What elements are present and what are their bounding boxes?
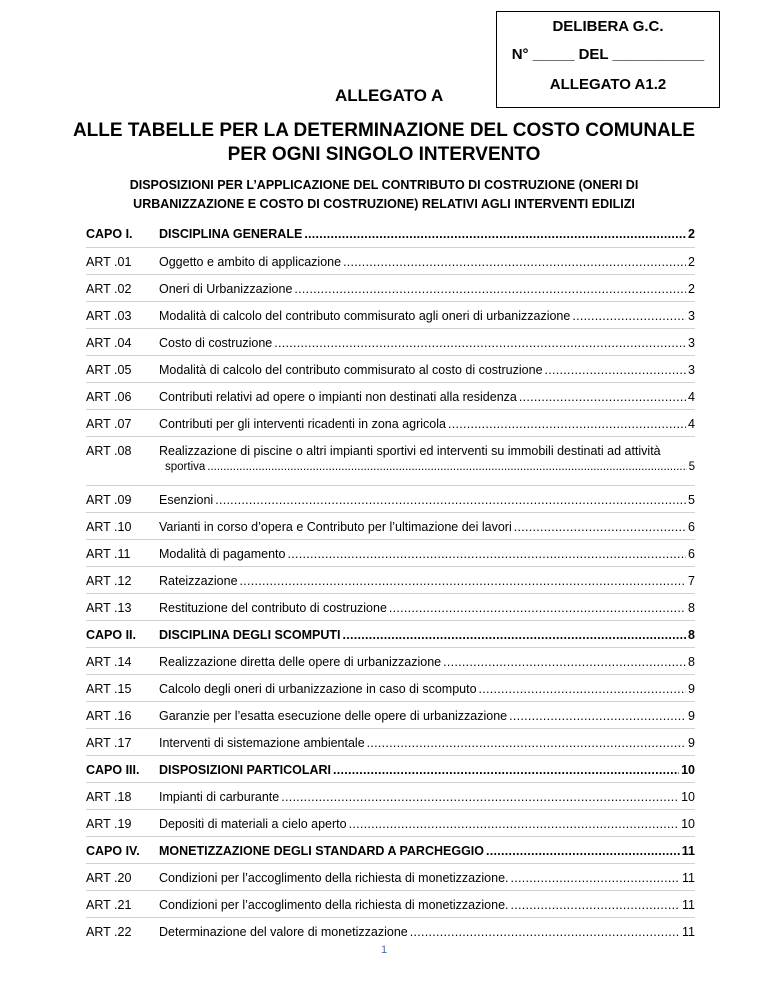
toc-chapter-row[interactable]	[86, 220, 695, 247]
toc-entry-number: ART .01	[86, 255, 132, 269]
toc-entry-page: 7	[688, 574, 695, 588]
toc-entry[interactable]	[159, 444, 695, 473]
toc-entry-number: ART .14	[86, 655, 132, 669]
toc-entry-page: 6	[688, 547, 695, 561]
page-number: 1	[380, 944, 388, 956]
toc-entry-title: Depositi di materiali a cielo aperto	[159, 817, 347, 831]
toc-entry-title: DISPOSIZIONI PARTICOLARI	[159, 763, 331, 777]
toc-entry-title: Garanzie per l’esatta esecuzione delle opere di urbanizzazione	[159, 709, 508, 723]
toc-entry-number: ART .08	[86, 444, 132, 458]
toc-leader-dots	[333, 763, 679, 777]
toc-entry-title: Condizioni per l’accoglimento della richiesta di monetizzazione.	[159, 871, 509, 885]
toc-entry[interactable]	[159, 547, 695, 561]
toc-entry-page: 11	[682, 925, 695, 939]
toc-entry-number: ART .10	[86, 520, 132, 534]
toc-article-row[interactable]	[86, 674, 695, 701]
toc-entry-page: 8	[688, 601, 695, 615]
toc-entry[interactable]	[159, 898, 695, 912]
toc-article-row[interactable]	[86, 566, 695, 593]
toc-entry-continuation	[159, 461, 695, 473]
toc-entry-title: Determinazione del valore di monetizzazione	[159, 925, 408, 939]
toc-leader-dots	[545, 363, 687, 377]
toc-entry-title: MONETIZZAZIONE DEGLI STANDARD A PARCHEGGIO	[159, 844, 484, 858]
toc-entry[interactable]	[159, 520, 695, 534]
toc-entry-title: Rateizzazione	[159, 574, 238, 588]
toc-entry[interactable]	[159, 709, 695, 723]
toc-entry-page: 2	[688, 282, 695, 296]
toc-entry-page: 11	[682, 871, 695, 885]
toc-entry[interactable]	[159, 309, 695, 323]
toc-entry[interactable]	[159, 763, 695, 777]
toc-entry[interactable]	[159, 282, 695, 296]
toc-entry-number: ART .20	[86, 871, 132, 885]
toc-article-row[interactable]	[86, 301, 695, 328]
toc-entry[interactable]	[159, 493, 695, 507]
toc-entry-number: ART .22	[86, 925, 132, 939]
toc-entry-number: ART .15	[86, 682, 132, 696]
toc-entry-title: Calcolo degli oneri di urbanizzazione in caso di scomputo	[159, 682, 477, 696]
toc-entry[interactable]	[159, 363, 695, 377]
toc-leader-dots	[519, 390, 686, 404]
toc-entry-number: CAPO I.	[86, 227, 133, 241]
toc-entry-title: Oneri di Urbanizzazione	[159, 282, 293, 296]
toc-article-row[interactable]	[86, 409, 695, 436]
toc-entry-page: 6	[688, 520, 695, 534]
toc-entry-number: ART .11	[86, 547, 131, 561]
toc-entry-title: Modalità di calcolo del contributo commisurato al costo di costruzione	[159, 363, 543, 377]
toc-leader-dots	[448, 417, 686, 431]
toc-entry-title: Modalità di calcolo del contributo commisurato agli oneri di urbanizzazione	[159, 309, 571, 323]
toc-entry-title: DISCIPLINA GENERALE	[159, 227, 303, 241]
toc-entry-number: ART .12	[86, 574, 132, 588]
toc-entry-title: Contributi relativi ad opere o impianti non destinati alla residenza	[159, 390, 517, 404]
toc-entry-number: ART .06	[86, 390, 132, 404]
toc-leader-dots	[514, 520, 686, 534]
toc-entry-title: Impianti di carburante	[159, 790, 280, 804]
toc-entry-title: Esenzioni	[159, 493, 214, 507]
toc-entry-page: 11	[681, 844, 695, 858]
toc-entry-page: 3	[688, 336, 695, 350]
toc-entry-title: Modalità di pagamento	[159, 547, 286, 561]
toc-entry-number: ART .05	[86, 363, 132, 377]
toc-entry-number: CAPO III.	[86, 763, 140, 777]
toc-entry[interactable]	[159, 844, 695, 858]
toc-entry-title: Interventi di sistemazione ambientale	[159, 736, 365, 750]
toc-entry[interactable]	[159, 790, 695, 804]
toc-chapter-row[interactable]	[86, 755, 695, 782]
toc-article-row[interactable]	[86, 647, 695, 674]
toc-article-row[interactable]	[86, 355, 695, 382]
toc-leader-dots	[479, 682, 687, 696]
allegato-label: ALLEGATO A	[335, 86, 444, 105]
toc-entry-number: CAPO IV.	[86, 844, 140, 858]
toc-entry-page: 4	[688, 390, 695, 404]
allegato-code: ALLEGATO A1.2	[549, 76, 667, 93]
toc-entry-number: ART .17	[86, 736, 132, 750]
toc-leader-dots	[215, 493, 686, 507]
toc-entry-title: Contributi per gli interventi ricadenti in zona agricola	[159, 417, 446, 431]
toc-leader-dots	[343, 255, 686, 269]
toc-entry-number: ART .02	[86, 282, 132, 296]
toc-entry[interactable]	[159, 336, 695, 350]
toc-entry-page: 5	[688, 493, 695, 507]
toc-article-row[interactable]	[86, 890, 695, 917]
toc-entry-number: ART .03	[86, 309, 132, 323]
toc-article-row[interactable]	[86, 593, 695, 620]
toc-leader-dots	[349, 817, 680, 831]
toc-leader-dots	[511, 871, 681, 885]
delibera-number-line: N° _____ DEL ___________	[511, 46, 705, 63]
toc-leader-dots	[343, 628, 687, 642]
toc-leader-dots	[511, 898, 681, 912]
toc-entry-number: ART .07	[86, 417, 132, 431]
toc-leader-dots	[410, 925, 680, 939]
toc-entry-page: 9	[688, 736, 695, 750]
toc-leader-dots	[281, 790, 679, 804]
toc-entry-title: Oggetto e ambito di applicazione	[159, 255, 342, 269]
toc-article-row[interactable]	[86, 485, 695, 512]
toc-entry-page: 3	[688, 309, 695, 323]
toc-article-row[interactable]	[86, 809, 695, 836]
toc-entry-page: 9	[688, 709, 695, 723]
toc-entry[interactable]	[159, 925, 695, 939]
delibera-box	[496, 11, 720, 108]
document-title: ALLE TABELLE PER LA DETERMINAZIONE DEL COSTO COMUNALE PER OGNI SINGOLO INTERVENTO	[72, 120, 696, 165]
toc-chapter-row[interactable]	[86, 620, 695, 647]
toc-entry-title-continued: sportiva	[165, 461, 206, 473]
toc-article-row[interactable]	[86, 917, 695, 944]
toc-entry[interactable]	[159, 736, 695, 750]
toc-entry-number: ART .21	[86, 898, 132, 912]
toc-entry-number: ART .04	[86, 336, 132, 350]
toc-article-row[interactable]	[86, 728, 695, 755]
toc-entry[interactable]	[159, 390, 695, 404]
toc-entry-title: DISCIPLINA DEGLI SCOMPUTI	[159, 628, 341, 642]
toc-entry-number: ART .16	[86, 709, 132, 723]
toc-entry-title: Realizzazione di piscine o altri impianti sportivi ed interventi su immobili destinati ad attività	[159, 444, 661, 458]
toc-entry-page: 8	[688, 655, 695, 669]
toc-entry-page: 10	[681, 763, 695, 777]
toc-entry-title: Restituzione del contributo di costruzione	[159, 601, 387, 615]
toc-leader-dots	[274, 336, 686, 350]
toc-leader-dots	[207, 461, 686, 473]
toc-entry-page: 2	[688, 227, 695, 241]
toc-entry-page: 2	[688, 255, 695, 269]
toc-leader-dots	[486, 844, 680, 858]
toc-entry-page: 11	[682, 898, 695, 912]
toc-entry[interactable]	[159, 817, 695, 831]
toc-entry-number: ART .19	[86, 817, 132, 831]
toc-article-row[interactable]	[86, 701, 695, 728]
toc-entry-number: ART .13	[86, 601, 132, 615]
toc-leader-dots	[240, 574, 687, 588]
toc-entry[interactable]	[159, 871, 695, 885]
toc-entry[interactable]	[159, 574, 695, 588]
toc-leader-dots	[572, 309, 686, 323]
toc-entry[interactable]	[159, 601, 695, 615]
toc-entry[interactable]	[159, 227, 695, 241]
toc-entry[interactable]	[159, 655, 695, 669]
toc-entry-number: ART .18	[86, 790, 132, 804]
toc-entry[interactable]	[159, 417, 695, 431]
toc-entry-title: Varianti in corso d’opera e Contributo per l’ultimazione dei lavori	[159, 520, 512, 534]
toc-entry-page: 5	[688, 461, 695, 473]
toc-entry-page: 10	[681, 790, 695, 804]
toc-article-row[interactable]	[86, 863, 695, 890]
toc-article-row[interactable]	[86, 539, 695, 566]
toc-leader-dots	[389, 601, 686, 615]
toc-article-row[interactable]	[86, 436, 695, 485]
toc-article-row[interactable]	[86, 328, 695, 355]
toc-article-row[interactable]	[86, 382, 695, 409]
toc-leader-dots	[509, 709, 686, 723]
toc-entry-page: 3	[688, 363, 695, 377]
toc-chapter-row[interactable]	[86, 836, 695, 863]
toc-entry-page: 9	[688, 682, 695, 696]
toc-leader-dots	[443, 655, 686, 669]
toc-article-row[interactable]	[86, 782, 695, 809]
toc-article-row[interactable]	[86, 274, 695, 301]
toc-leader-dots	[294, 282, 686, 296]
toc-article-row[interactable]	[86, 512, 695, 539]
toc-entry-title: Realizzazione diretta delle opere di urbanizzazione	[159, 655, 442, 669]
toc-leader-dots	[367, 736, 686, 750]
toc-entry-title: Costo di costruzione	[159, 336, 273, 350]
document-subtitle: DISPOSIZIONI PER L’APPLICAZIONE DEL CONTRIBUTO DI COSTRUZIONE (ONERI DI URBANIZZAZIONE E COSTO DI COSTRUZIONE) RELATIVI AGLI INTERVENTI EDILIZI	[129, 178, 639, 211]
toc-entry-number: CAPO II.	[86, 628, 137, 642]
toc-entry-page: 8	[688, 628, 695, 642]
toc-leader-dots	[287, 547, 686, 561]
toc-article-row[interactable]	[86, 247, 695, 274]
toc-entry-page: 4	[688, 417, 695, 431]
toc-entry[interactable]	[159, 255, 695, 269]
toc-entry-title: Condizioni per l’accoglimento della richiesta di monetizzazione.	[159, 898, 509, 912]
delibera-label: DELIBERA G.C.	[552, 18, 664, 35]
toc-entry[interactable]	[159, 682, 695, 696]
toc-entry[interactable]	[159, 628, 695, 642]
toc-entry-page: 10	[681, 817, 695, 831]
toc-entry-number: ART .09	[86, 493, 132, 507]
toc-leader-dots	[304, 227, 686, 241]
